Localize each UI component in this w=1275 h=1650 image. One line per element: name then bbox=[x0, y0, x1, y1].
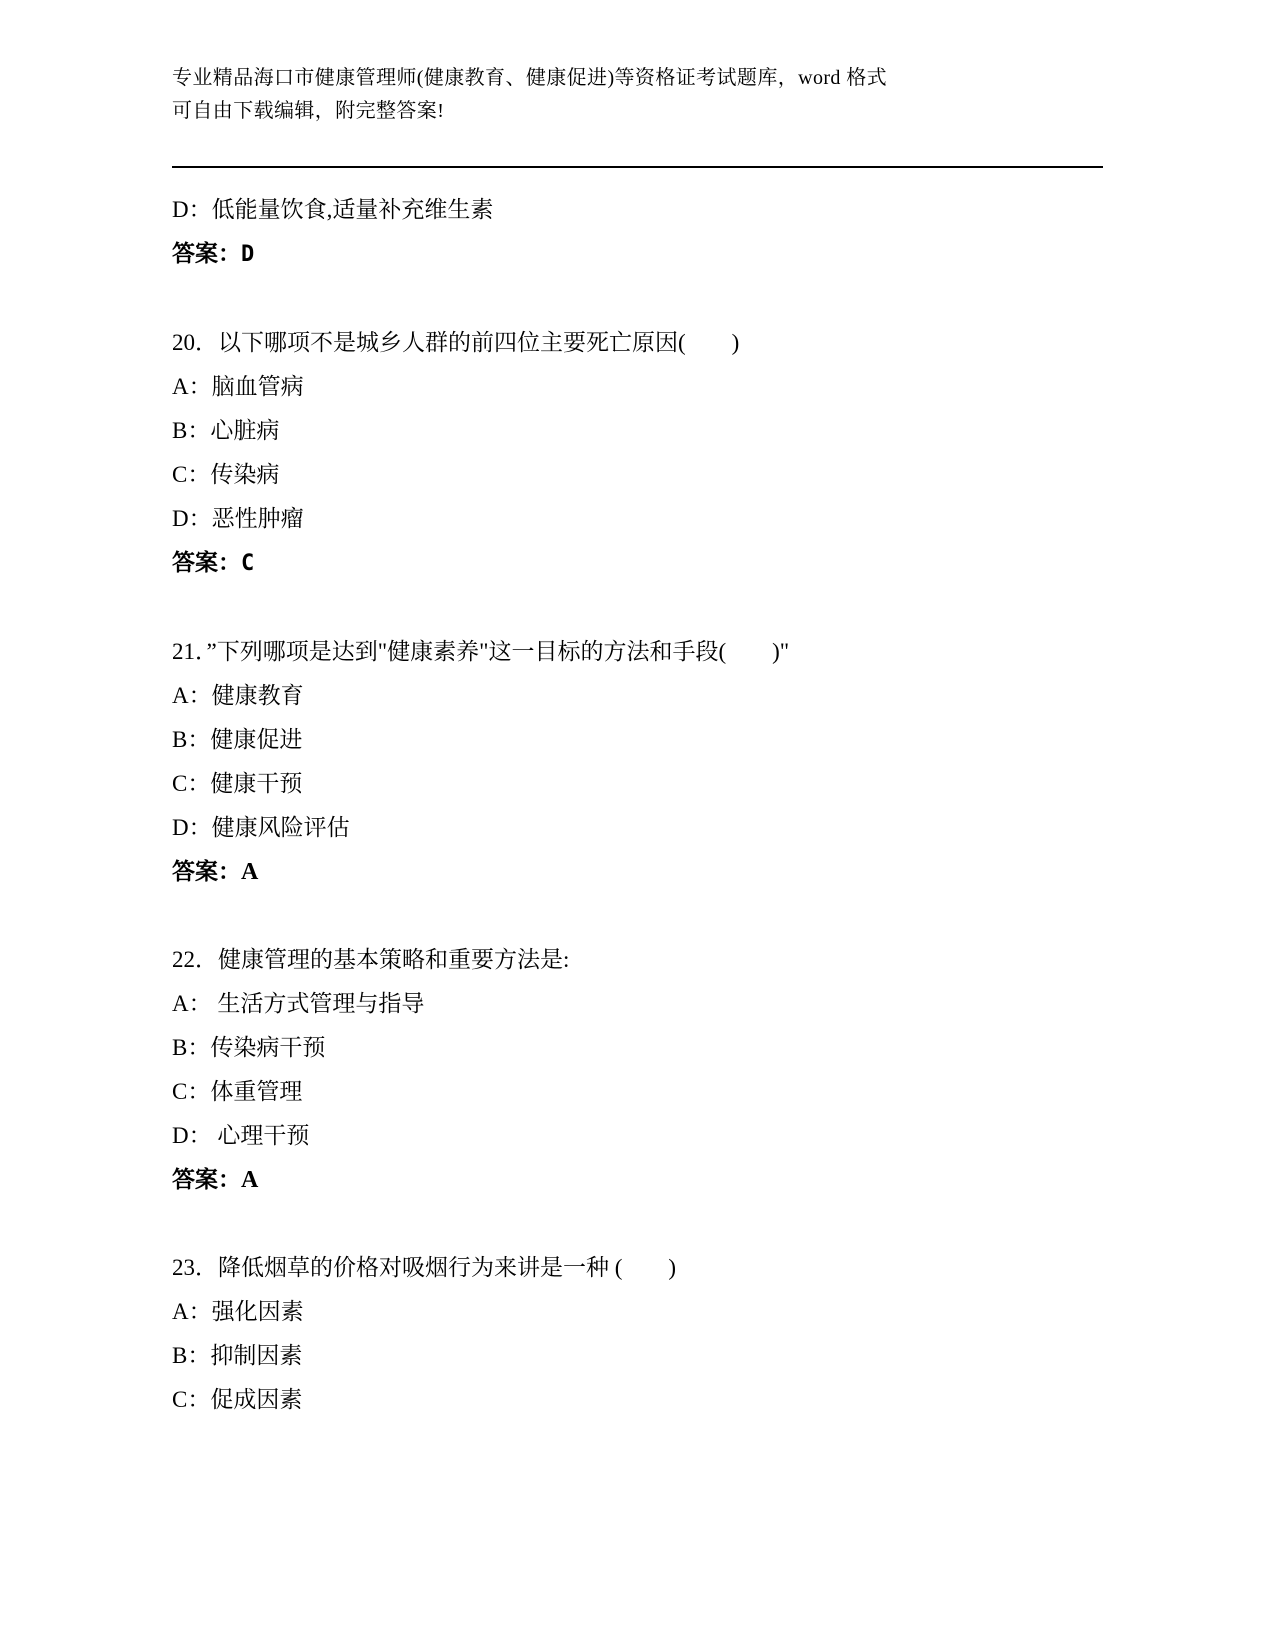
answer-line bbox=[172, 850, 1103, 894]
answer-label: 答案： bbox=[172, 550, 241, 575]
answer-value: A bbox=[241, 859, 259, 885]
question-23 bbox=[172, 1246, 1103, 1422]
option-b: B：传染病干预 bbox=[172, 1035, 326, 1060]
header-line-2: 可自由下载编辑，附完整答案! bbox=[172, 100, 445, 122]
spacer bbox=[172, 1202, 1103, 1246]
question-number: 20． bbox=[172, 330, 218, 355]
option-a: A：强化因素 bbox=[172, 1299, 304, 1324]
answer-line bbox=[172, 541, 1103, 586]
question-body: ”下列哪项是达到"健康素养"这一目标的方法和手段( )" bbox=[206, 639, 790, 664]
question-number: 22． bbox=[172, 947, 218, 972]
option-d: D： 心理干预 bbox=[172, 1123, 310, 1148]
header-divider bbox=[172, 166, 1103, 168]
header-line-1: 专业精品海口市健康管理师(健康教育、健康促进)等资格证考试题库，word 格式 bbox=[172, 67, 888, 89]
question-body: 以下哪项不是城乡人群的前四位主要死亡原因( ) bbox=[218, 330, 740, 355]
option-c: C：促成因素 bbox=[172, 1387, 303, 1412]
question-21 bbox=[172, 630, 1103, 894]
question-text bbox=[172, 630, 1103, 674]
option-a: A：脑血管病 bbox=[172, 374, 304, 399]
option-d: D：恶性肿瘤 bbox=[172, 506, 304, 531]
option-c: C：健康干预 bbox=[172, 771, 303, 796]
question-22 bbox=[172, 938, 1103, 1202]
answer-value: D bbox=[241, 242, 255, 267]
option-line: D：低能量饮食,适量补充维生素 bbox=[172, 197, 494, 222]
answer-value: C bbox=[241, 551, 255, 576]
option-a: A：健康教育 bbox=[172, 683, 304, 708]
option-b: B：健康促进 bbox=[172, 727, 303, 752]
question-20 bbox=[172, 321, 1103, 586]
answer-line bbox=[172, 1158, 1103, 1202]
option-b: B：抑制因素 bbox=[172, 1343, 303, 1368]
question-text bbox=[172, 1246, 1103, 1290]
answer-label: 答案： bbox=[172, 241, 241, 266]
option-b: B：心脏病 bbox=[172, 418, 280, 443]
option-a: A： 生活方式管理与指导 bbox=[172, 991, 425, 1016]
option-c: C：传染病 bbox=[172, 462, 280, 487]
question-text bbox=[172, 938, 1103, 982]
answer-line bbox=[172, 232, 1103, 277]
question-number: 21． bbox=[172, 639, 207, 664]
question-text bbox=[172, 321, 1103, 365]
spacer bbox=[172, 277, 1103, 321]
answer-value: A bbox=[241, 1167, 259, 1193]
answer-label: 答案： bbox=[172, 1167, 241, 1192]
page-header bbox=[172, 62, 1103, 128]
answer-label: 答案： bbox=[172, 859, 241, 884]
question-body: 降低烟草的价格对吸烟行为来讲是一种 ( ) bbox=[218, 1255, 677, 1280]
option-c: C：体重管理 bbox=[172, 1079, 303, 1104]
question-body: 健康管理的基本策略和重要方法是: bbox=[218, 947, 570, 972]
spacer bbox=[172, 586, 1103, 630]
option-d: D：健康风险评估 bbox=[172, 815, 350, 840]
spacer bbox=[172, 894, 1103, 938]
document-body bbox=[172, 188, 1103, 1422]
question-number: 23． bbox=[172, 1255, 218, 1280]
carryover-block bbox=[172, 188, 1103, 277]
